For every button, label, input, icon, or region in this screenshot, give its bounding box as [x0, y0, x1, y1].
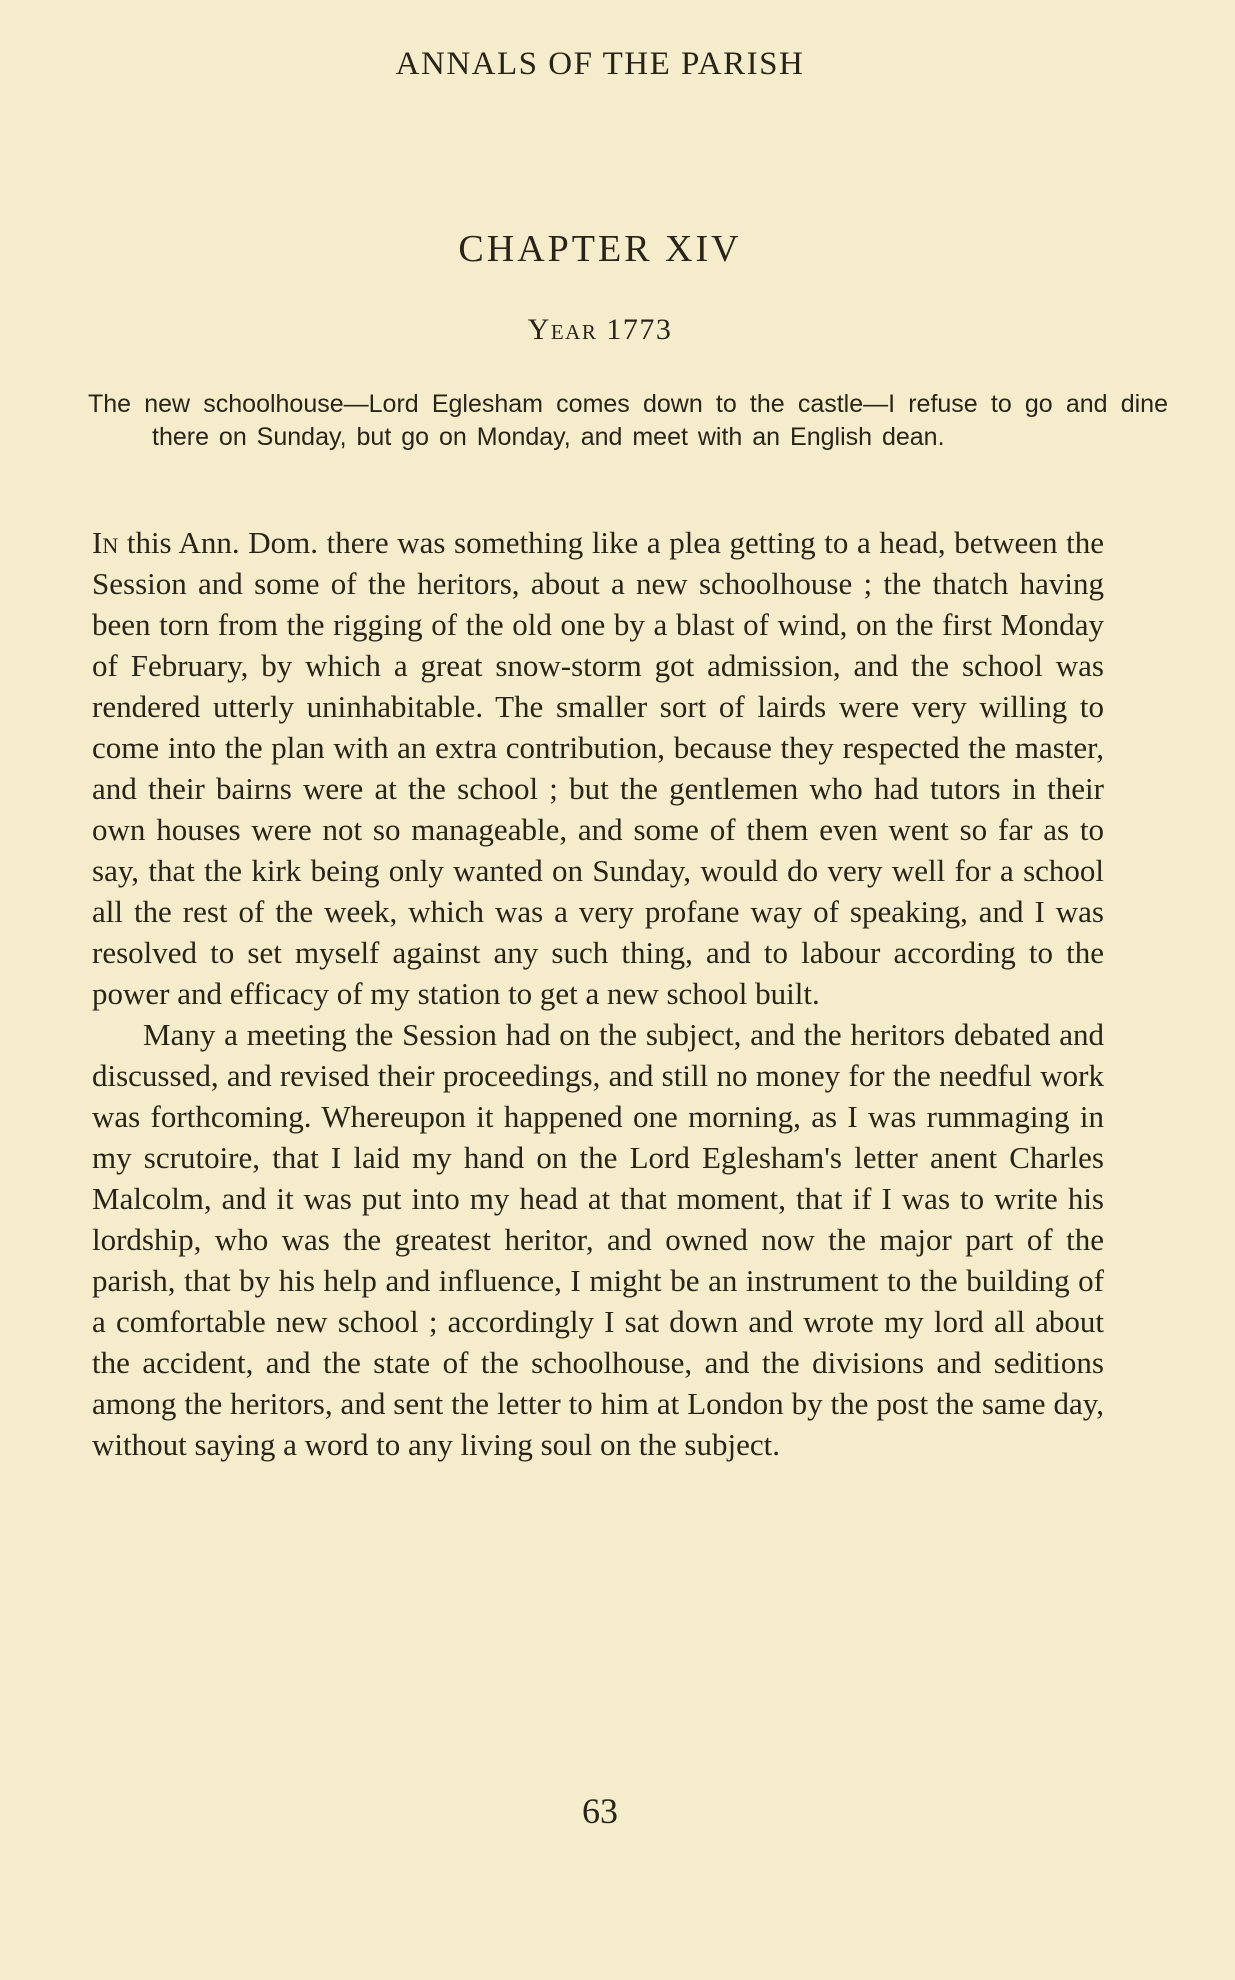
- chapter-summary: The new schoolhouse—Lord Eglesham comes down to the castle—I refuse to go and dine there on Sunday, but go on Monday, and meet with an English dean.: [88, 390, 1168, 451]
- chapter-year: Year 1773: [527, 313, 673, 346]
- body-text: [92, 522, 1104, 1465]
- paragraph-2: Many a meeting the Session had on the subject, and the heritors debated and discussed, and revised their proceedings, and still no money for the needful work was forthcoming. Whereupon it happened one morning, as I was rummaging in my scrutoire, that I laid my hand on the Lord Eglesham's letter anent Charles Malcolm, and it was put into my head at that moment, that if I was to write his lordship, who was the greatest heritor, and owned now the major part of the parish, that by his help and influence, I might be an instrument to the building of a comfortable new school ; accordingly I sat down and wrote my lord all about the accident, and the state of the schoolhouse, and the divisions and seditions among the heritors, and sent the letter to him at London by the post the same day, without saying a word to any living soul on the subject.: [92, 1017, 1104, 1462]
- chapter-title: CHAPTER XIV: [458, 228, 742, 270]
- paragraph-1-lead: In: [92, 525, 119, 560]
- page-number: 63: [582, 1791, 618, 1831]
- running-head: ANNALS OF THE PARISH: [395, 46, 805, 82]
- paragraph-1: [92, 522, 1104, 1014]
- paragraph-1-text: this Ann. Dom. there was something like a plea getting to a head, between the Session and some of the heritors, about a new schoolhouse ; the thatch having been torn from the rigging of the old one by a blast of wind, on the first Monday of February, by which a great snow-storm got admission, and the school was rendered utterly uninhabitable. The smaller sort of lairds were very willing to come into the plan with an extra contribution, because they respected the master, and their bairns were at the school ; but the gentlemen who had tutors in their own houses were not so manageable, and some of them even went so far as to say, that the kirk being only wanted on Sunday, would do very well for a school all the rest of the week, which was a very profane way of speaking, and I was resolved to set myself against any such thing, and to labour according to the power and efficacy of my station to get a new school built.: [92, 525, 1104, 1011]
